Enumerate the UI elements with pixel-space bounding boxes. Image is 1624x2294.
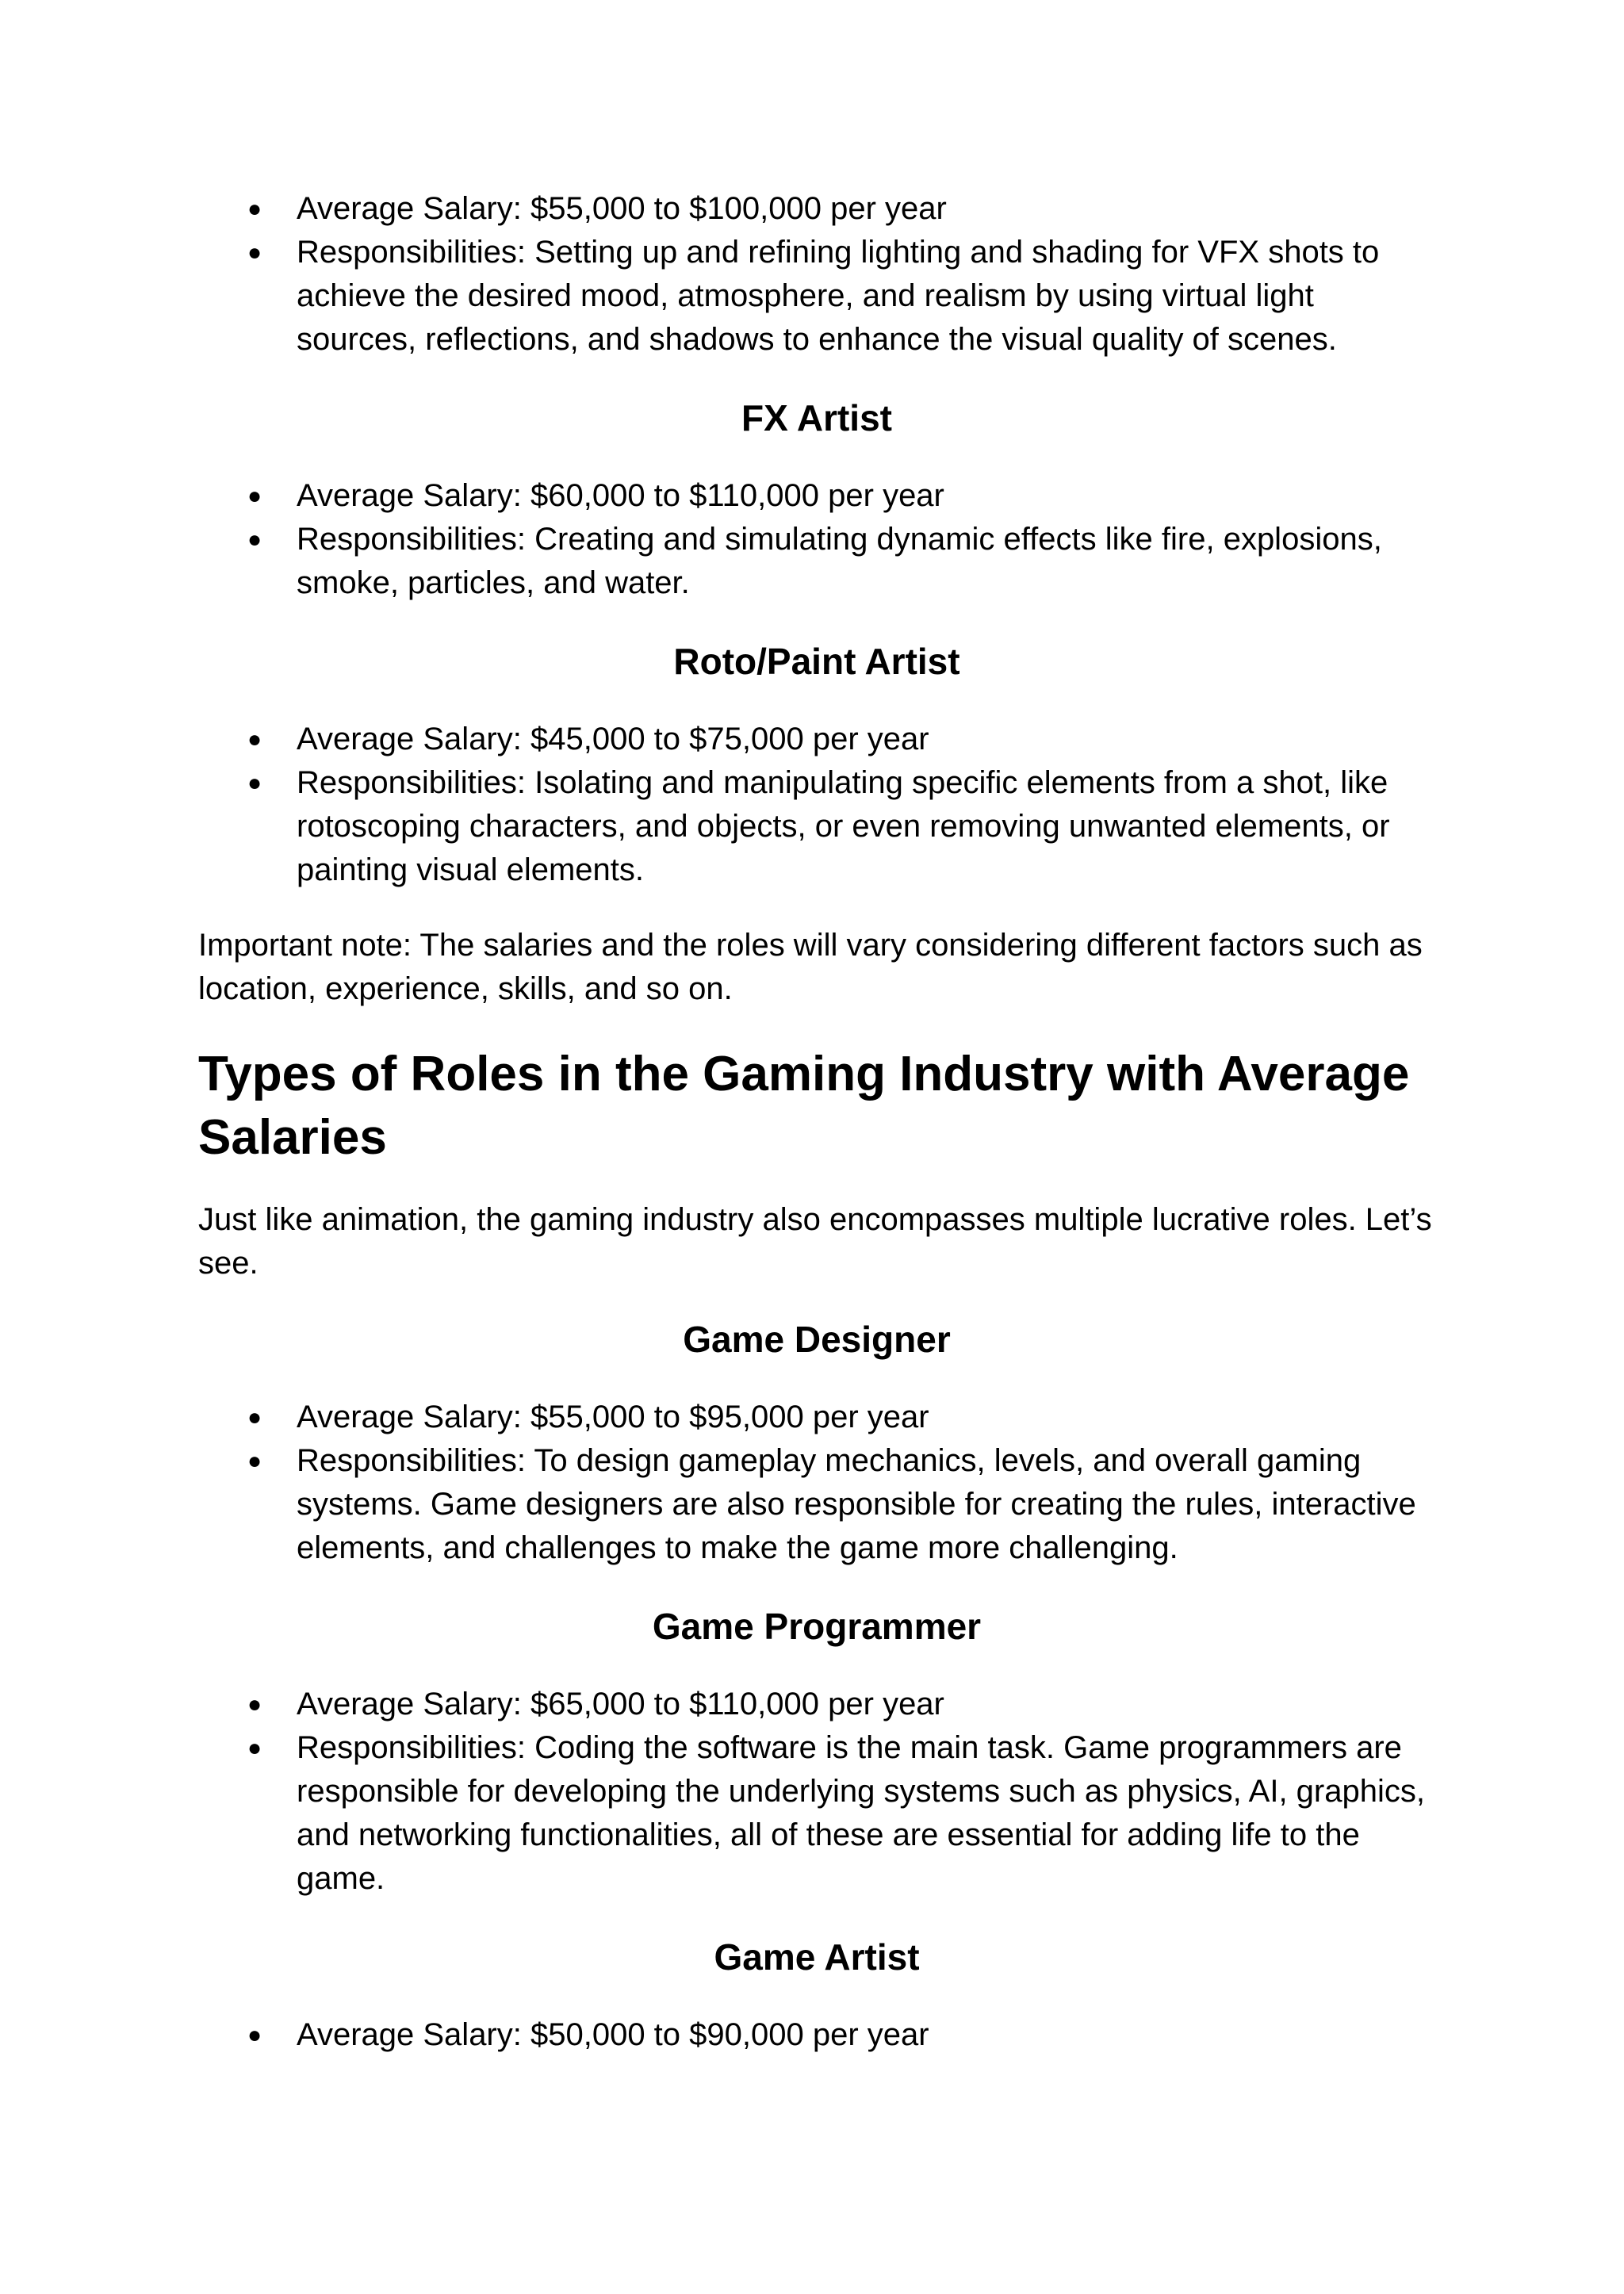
- bullet-icon: ●: [247, 1735, 262, 1761]
- list-item: [198, 718, 1435, 761]
- bullet-icon: ●: [247, 1404, 262, 1430]
- bullet-icon: ●: [247, 1691, 262, 1718]
- gaming-section-heading: Types of Roles in the Gaming Industry with Average Salaries: [198, 1047, 1410, 1165]
- responsibilities-text: Responsibilities: Setting up and refining lighting and shading for VFX shots to achieve the desired mood, atmosphere, and realism by using virtual light sources, reflections, and shadows to enhance the visual quality of scenes.: [297, 235, 1380, 357]
- salary-text: Average Salary: $55,000 to $95,000 per year: [297, 1400, 929, 1434]
- important-note: Important note: The salaries and the roles will vary considering different factors such as location, experience, skills, and so on.: [198, 928, 1423, 1006]
- salary-text: Average Salary: $55,000 to $100,000 per year: [297, 191, 947, 226]
- bullet-icon: ●: [247, 239, 262, 266]
- bullet-icon: ●: [247, 726, 262, 753]
- list-item: [198, 474, 1435, 518]
- lighting-list: [198, 187, 1435, 362]
- game-artist-heading: Game Artist: [714, 1936, 920, 1978]
- list-item: [198, 761, 1435, 892]
- bullet-icon: ●: [247, 483, 262, 509]
- document-page: [198, 187, 1435, 2057]
- list-item: [198, 2013, 1435, 2057]
- list-item: [198, 518, 1435, 605]
- roto-list: [198, 718, 1435, 892]
- game-designer-heading: Game Designer: [683, 1319, 951, 1360]
- salary-text: Average Salary: $65,000 to $110,000 per year: [297, 1687, 944, 1721]
- fx-artist-heading: FX Artist: [741, 397, 892, 439]
- responsibilities-text: Responsibilities: Coding the software is the main task. Game programmers are responsible for developing the underlying systems such as physics, AI, graphics, and networking functionalities, all of these are essential for adding life to the game.: [297, 1730, 1425, 1896]
- list-item: [198, 187, 1435, 231]
- bullet-icon: ●: [247, 196, 262, 222]
- roto-paint-artist-heading: Roto/Paint Artist: [673, 641, 960, 682]
- gaming-intro: Just like animation, the gaming industry also encompasses multiple lucrative roles. Let’s see.: [198, 1202, 1432, 1281]
- designer-list: [198, 1396, 1435, 1570]
- artist-list: [198, 2013, 1435, 2057]
- list-item: [198, 1683, 1435, 1726]
- salary-text: Average Salary: $60,000 to $110,000 per year: [297, 478, 944, 513]
- fx-list: [198, 474, 1435, 605]
- responsibilities-text: Responsibilities: To design gameplay mechanics, levels, and overall gaming systems. Game designers are also responsible for creating the rules, interactive elements, and challenges to make the game more challenging.: [297, 1443, 1416, 1565]
- list-item: [198, 1726, 1435, 1901]
- list-item: [198, 231, 1435, 362]
- bullet-icon: ●: [247, 2022, 262, 2048]
- list-item: [198, 1439, 1435, 1570]
- salary-text: Average Salary: $45,000 to $75,000 per year: [297, 722, 929, 756]
- bullet-icon: ●: [247, 770, 262, 796]
- bullet-icon: ●: [247, 527, 262, 553]
- responsibilities-text: Responsibilities: Isolating and manipulating specific elements from a shot, like rotoscoping characters, and objects, or even removing unwanted elements, or painting visual elements.: [297, 765, 1390, 887]
- list-item: [198, 1396, 1435, 1439]
- responsibilities-text: Responsibilities: Creating and simulating dynamic effects like fire, explosions, smoke, particles, and water.: [297, 522, 1382, 600]
- programmer-list: [198, 1683, 1435, 1901]
- salary-text: Average Salary: $50,000 to $90,000 per year: [297, 2017, 929, 2052]
- bullet-icon: ●: [247, 1448, 262, 1474]
- game-programmer-heading: Game Programmer: [652, 1606, 982, 1647]
